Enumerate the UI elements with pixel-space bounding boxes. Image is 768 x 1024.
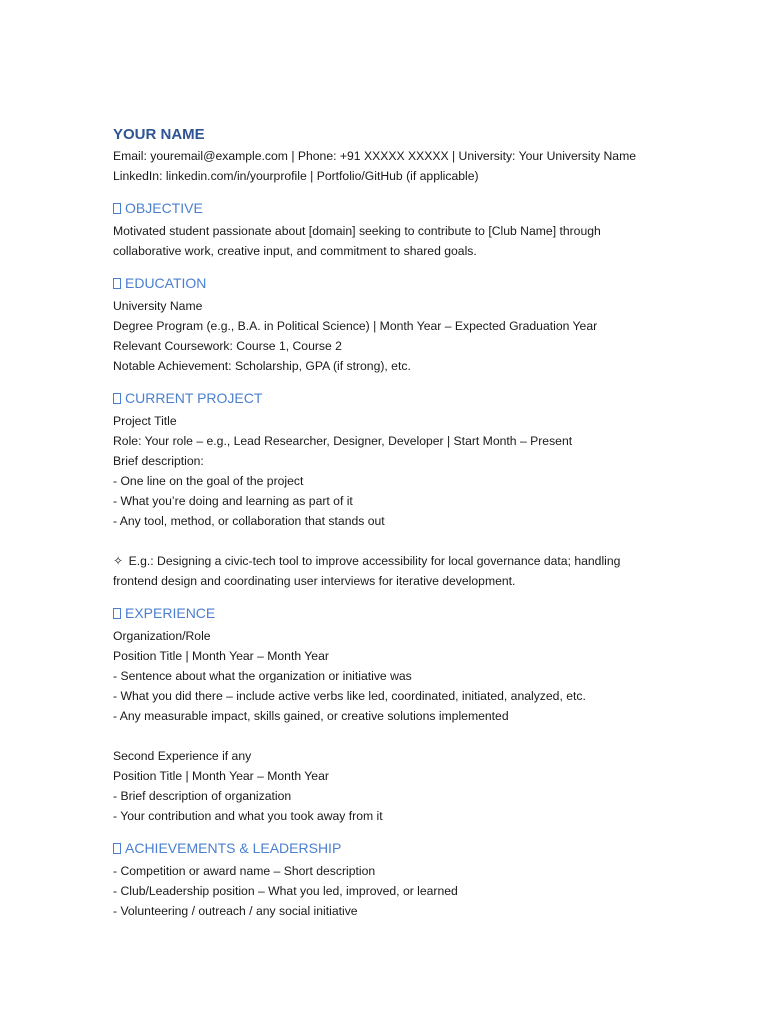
education-line: University Name: [113, 299, 203, 313]
section-heading-objective: [113, 198, 713, 218]
section-title: CURRENT PROJECT: [125, 390, 263, 406]
missing-glyph-icon: [113, 393, 121, 404]
section-heading-education: [113, 273, 713, 293]
experience-line: - Brief description of organization: [113, 789, 292, 803]
missing-glyph-icon: [113, 278, 121, 289]
achievement-line: - Club/Leadership position – What you led, improved, or learned: [113, 884, 458, 898]
experience-line: Position Title | Month Year – Month Year: [113, 649, 329, 663]
section-heading-current-project: [113, 388, 713, 408]
achievement-line: - Competition or award name – Short description: [113, 864, 376, 878]
project-line: Brief description:: [113, 454, 204, 468]
education-line: Relevant Coursework: Course 1, Course 2: [113, 339, 342, 353]
blank-line: [113, 531, 713, 551]
objective-line: Motivated student passionate about [domain] seeking to contribute to [Club Name] through: [113, 224, 601, 238]
objective-line: collaborative work, creative input, and commitment to shared goals.: [113, 244, 477, 258]
experience-line: Second Experience if any: [113, 749, 252, 763]
experience-line: - Sentence about what the organization or initiative was: [113, 669, 412, 683]
missing-glyph-icon: [113, 203, 121, 214]
education-line: Degree Program (e.g., B.A. in Political Science) | Month Year – Expected Graduation Year: [113, 319, 598, 333]
project-line: - What you’re doing and learning as part of it: [113, 494, 353, 508]
section-title: ACHIEVEMENTS & LEADERSHIP: [125, 840, 342, 856]
section-title: OBJECTIVE: [125, 200, 203, 216]
missing-glyph-icon: [113, 608, 121, 619]
experience-line: Organization/Role: [113, 629, 211, 643]
experience-line: - What you did there – include active verbs like led, coordinated, initiated, analyzed, etc.: [113, 689, 586, 703]
project-line: Project Title: [113, 414, 177, 428]
project-example-line: [113, 551, 713, 571]
contact-line: LinkedIn: linkedin.com/in/yourprofile | Portfolio/GitHub (if applicable): [113, 169, 479, 183]
project-line: - One line on the goal of the project: [113, 474, 304, 488]
blank-line: [113, 726, 713, 746]
section-heading-achievements: [113, 838, 713, 858]
experience-line: - Your contribution and what you took away from it: [113, 809, 383, 823]
example-text: E.g.: Designing a civic-tech tool to improve accessibility for local governance data; handling: [128, 554, 621, 568]
resume-document: [113, 124, 713, 921]
missing-glyph-icon: [113, 843, 121, 854]
section-title: EDUCATION: [125, 275, 207, 291]
resume-name: YOUR NAME: [113, 126, 205, 143]
project-line: Role: Your role – e.g., Lead Researcher, Designer, Developer | Start Month – Present: [113, 434, 573, 448]
experience-line: - Any measurable impact, skills gained, or creative solutions implemented: [113, 709, 509, 723]
sparkle-icon: ✧: [113, 554, 124, 568]
achievement-line: - Volunteering / outreach / any social initiative: [113, 904, 358, 918]
education-line: Notable Achievement: Scholarship, GPA (if strong), etc.: [113, 359, 411, 373]
project-example-line: frontend design and coordinating user interviews for iterative development.: [113, 574, 516, 588]
section-heading-experience: [113, 603, 713, 623]
section-title: EXPERIENCE: [125, 605, 216, 621]
experience-line: Position Title | Month Year – Month Year: [113, 769, 329, 783]
contact-line: Email: youremail@example.com | Phone: +91 XXXXX XXXXX | University: Your University Name: [113, 149, 637, 163]
project-line: - Any tool, method, or collaboration that stands out: [113, 514, 385, 528]
